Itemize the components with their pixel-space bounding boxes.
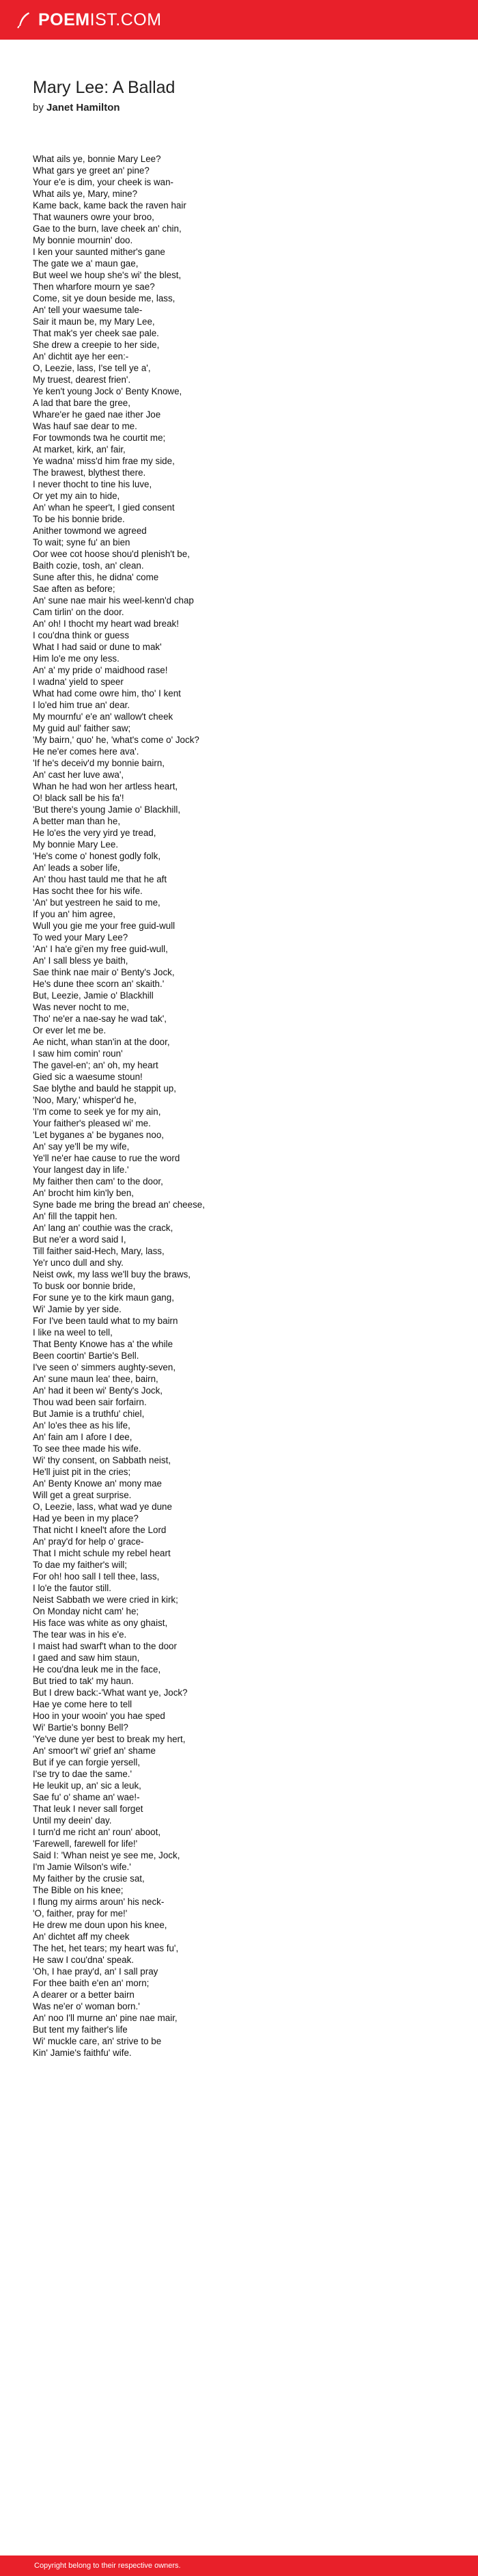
poem-line: An' a' my pride o' maidhood rase! bbox=[33, 665, 168, 675]
poem-line: On Monday nicht cam' he; bbox=[33, 1606, 139, 1616]
poem-line: What gars ye greet an' pine? bbox=[33, 165, 150, 176]
poem-line: 'Ye've dune yer best to break my hert, bbox=[33, 1734, 186, 1744]
poem-line: To wait; syne fu' an bien bbox=[33, 537, 130, 547]
poem-line: An' Benty Knowe an' mony mae bbox=[33, 1478, 162, 1489]
poem-line: Cam tirlin' on the door. bbox=[33, 607, 124, 617]
poem-line: To be his bonnie bride. bbox=[33, 514, 125, 524]
poem-line: What ails ye, Mary, mine? bbox=[33, 189, 138, 199]
poem-line: I turn'd me richt an' roun' aboot, bbox=[33, 1827, 161, 1837]
poem-line: To busk oor bonnie bride, bbox=[33, 1281, 136, 1291]
poem-line: Or yet my ain to hide, bbox=[33, 491, 120, 501]
poem-line: Kame back, kame back the raven hair bbox=[33, 200, 186, 211]
poem-line: An' thou hast tauld me that he aft bbox=[33, 874, 167, 884]
poem-line: An' oh! I thocht my heart wad break! bbox=[33, 619, 179, 629]
site-logo[interactable] bbox=[15, 10, 162, 30]
poem-line: To see thee made his wife. bbox=[33, 1443, 141, 1454]
poem-line: Hae ye come here to tell bbox=[33, 1699, 132, 1709]
poem-line: His face was white as ony ghaist, bbox=[33, 1618, 168, 1628]
poem-line: 'An' I ha'e gi'en my free guid-wull, bbox=[33, 944, 168, 954]
poem-container bbox=[33, 68, 456, 2059]
poem-line: A better man than he, bbox=[33, 816, 121, 826]
poem-line: That leuk I never sall forget bbox=[33, 1804, 143, 1814]
poem-line: 'Let byganes a' be byganes noo, bbox=[33, 1130, 164, 1140]
poem-line: For oh! hoo sall I tell thee, lass, bbox=[33, 1571, 160, 1582]
poem-line: Him lo'e me ony less. bbox=[33, 653, 120, 664]
poem-line: Ye'r unco dull and shy. bbox=[33, 1258, 124, 1268]
site-header bbox=[0, 0, 478, 40]
poem-line: An' dichtit aye her een:- bbox=[33, 351, 129, 362]
poem-line: Come, sit ye doun beside me, lass, bbox=[33, 293, 175, 303]
poem-line: I'm Jamie Wilson's wife.' bbox=[33, 1862, 131, 1872]
poem-body bbox=[33, 153, 456, 2059]
poem-line: 'He's come o' honest godly folk, bbox=[33, 851, 161, 861]
poem-line: My truest, dearest frien'. bbox=[33, 375, 131, 385]
site-footer bbox=[0, 2555, 478, 2576]
poem-line: Your e'e is dim, your cheek is wan- bbox=[33, 177, 173, 187]
poem-line: An' noo I'll murne an' pine nae mair, bbox=[33, 2013, 178, 2023]
poem-line: Wi' Bartie's bonny Bell? bbox=[33, 1722, 128, 1733]
poem-line: An' tell your waesume tale- bbox=[33, 305, 143, 315]
poem-line: Was never nocht to me, bbox=[33, 1002, 129, 1012]
poem-line: Neist Sabbath we were cried in kirk; bbox=[33, 1595, 178, 1605]
copyright-text: Copyright belong to their respective owners. bbox=[34, 2562, 181, 2570]
poem-line: Sae think nae mair o' Benty's Jock, bbox=[33, 967, 175, 977]
poem-line: An' lang an' couthie was the crack, bbox=[33, 1223, 173, 1233]
poem-line: Will get a great surprise. bbox=[33, 1490, 132, 1500]
poem-line: I wadna' yield to speer bbox=[33, 677, 124, 687]
poem-line: The Bible on his knee; bbox=[33, 1885, 124, 1895]
poem-line: If you an' him agree, bbox=[33, 909, 115, 919]
poem-line: He cou'dna leuk me in the face, bbox=[33, 1664, 161, 1675]
poem-line: He lo'es the very yird ye tread, bbox=[33, 828, 156, 838]
poem-line: He drew me doun upon his knee, bbox=[33, 1920, 167, 1930]
poem-line: Oor wee cot hoose shou'd plenish't be, bbox=[33, 549, 190, 559]
poem-line: Then wharfore mourn ye sae? bbox=[33, 282, 155, 292]
poem-line: At market, kirk, an' fair, bbox=[33, 444, 126, 455]
poem-line: An' pray'd for help o' grace- bbox=[33, 1536, 144, 1547]
poem-line: I've seen o' simmers aughty-seven, bbox=[33, 1362, 176, 1372]
poem-line: My guid aul' faither saw; bbox=[33, 723, 131, 733]
poem-line: Wull you gie me your free guid-wull bbox=[33, 921, 175, 931]
poem-line: Ae nicht, whan stan'in at the door, bbox=[33, 1037, 170, 1047]
poem-line: 'Farewell, farewell for life!' bbox=[33, 1839, 138, 1849]
poem-line: My bonnie Mary Lee. bbox=[33, 839, 119, 850]
poem-line: Has socht thee for his wife. bbox=[33, 886, 143, 896]
poem-line: Gied sic a waesume stoun! bbox=[33, 1072, 143, 1082]
poem-line: He's dune thee scorn an' skaith.' bbox=[33, 979, 165, 989]
poem-line: I flung my airms aroun' his neck- bbox=[33, 1897, 165, 1907]
poem-line: 'An' but yestreen he said to me, bbox=[33, 897, 160, 908]
poem-title: Mary Lee: A Ballad bbox=[33, 78, 175, 97]
poem-line: He saw I cou'dna' speak. bbox=[33, 1955, 135, 1965]
poem-line: An' smoor't wi' grief an' shame bbox=[33, 1746, 156, 1756]
poem-line: I never thocht to tine his luve, bbox=[33, 479, 152, 489]
poem-line: A lad that bare the gree, bbox=[33, 398, 130, 408]
poem-line: Whare'er he gaed nae ither Joe bbox=[33, 409, 161, 420]
poem-line: But weel we houp she's wi' the blest, bbox=[33, 270, 182, 280]
poem-line: Was ne'er o' woman born.' bbox=[33, 2001, 140, 2011]
poem-line: The het, het tears; my heart was fu', bbox=[33, 1943, 179, 1953]
poem-line: An' cast her luve awa', bbox=[33, 770, 124, 780]
poem-line: 'I'm come to seek ye for my ain, bbox=[33, 1107, 161, 1117]
poem-line: For I've been tauld what to my bairn bbox=[33, 1316, 178, 1326]
poem-line: That mak's yer cheek sae pale. bbox=[33, 328, 159, 338]
poem-line: For sune ye to the kirk maun gang, bbox=[33, 1292, 174, 1303]
poem-line: 'Noo, Mary,' whisper'd he, bbox=[33, 1095, 137, 1105]
poem-line: Sae fu' o' shame an' wae!- bbox=[33, 1792, 140, 1802]
poem-line: Wi' Jamie by yer side. bbox=[33, 1304, 122, 1314]
poem-line: O, Leezie, lass, I'se tell ye a', bbox=[33, 363, 151, 373]
poem-line: An' sune maun lea' thee, bairn, bbox=[33, 1374, 158, 1384]
poem-line: I ken your saunted mither's gane bbox=[33, 247, 165, 257]
poem-line: 'O, faither, pray for me!' bbox=[33, 1908, 128, 1919]
logo-light-text: IST.COM bbox=[89, 10, 162, 29]
poem-line: Hoo in your wooin' you hae sped bbox=[33, 1711, 165, 1721]
poem-line: That Benty Knowe has a' the while bbox=[33, 1339, 173, 1349]
poem-line: Sair it maun be, my Mary Lee, bbox=[33, 316, 155, 327]
poem-line: Or ever let me be. bbox=[33, 1025, 107, 1035]
poem-line: Baith cozie, tosh, an' clean. bbox=[33, 560, 144, 571]
poem-line: Until my deein' day. bbox=[33, 1815, 112, 1826]
poem-line: O! black sall be his fa'! bbox=[33, 793, 124, 803]
poem-line: To wed your Mary Lee? bbox=[33, 932, 128, 943]
poem-line: An' whan he speer't, I gied consent bbox=[33, 502, 175, 513]
poem-line: Sune after this, he didna' come bbox=[33, 572, 159, 582]
poem-line: O, Leezie, lass, what wad ye dune bbox=[33, 1502, 172, 1512]
poem-line: But I drew back:-'What want ye, Jock? bbox=[33, 1687, 188, 1698]
byline bbox=[33, 102, 456, 113]
poem-line: An' lo'es thee as his life, bbox=[33, 1420, 130, 1431]
poem-line: An' fill the tappit hen. bbox=[33, 1211, 117, 1221]
poem-line: Syne bade me bring the bread an' cheese, bbox=[33, 1199, 205, 1210]
poem-line: 'But there's young Jamie o' Blackhill, bbox=[33, 804, 181, 815]
poem-line: I lo'e the fautor still. bbox=[33, 1583, 111, 1593]
poem-line: Your langest day in life.' bbox=[33, 1165, 129, 1175]
poem-line: Anither towmond we agreed bbox=[33, 526, 147, 536]
poem-line: That wauners owre your broo, bbox=[33, 212, 154, 222]
poem-line: But if ye can forgie yersell, bbox=[33, 1757, 141, 1767]
poem-line: 'Oh, I hae pray'd, an' I sall pray bbox=[33, 1966, 158, 1977]
poem-line: Whan he had won her artless heart, bbox=[33, 781, 178, 791]
poem-line: My faither by the crusie sat, bbox=[33, 1873, 145, 1884]
poem-line: But Jamie is a truthfu' chiel, bbox=[33, 1409, 145, 1419]
poem-line: Sae blythe and bauld he stappit up, bbox=[33, 1083, 176, 1094]
poem-line: He leukit up, an' sic a leuk, bbox=[33, 1780, 141, 1791]
poem-line: I lo'ed him true an' dear. bbox=[33, 700, 130, 710]
logo-text bbox=[38, 10, 162, 30]
poem-line: An' fain am I afore I dee, bbox=[33, 1432, 132, 1442]
poem-line: But tent my faither's life bbox=[33, 2024, 128, 2035]
poem-line: I like na weel to tell, bbox=[33, 1327, 113, 1338]
poem-line: Was hauf sae dear to me. bbox=[33, 421, 137, 431]
poem-line: My mournfu' e'e an' wallow't cheek bbox=[33, 711, 173, 722]
poem-line: That I micht schule my rebel heart bbox=[33, 1548, 171, 1558]
poem-line: But, Leezie, Jamie o' Blackhill bbox=[33, 990, 154, 1001]
poem-line: Had ye been in my place? bbox=[33, 1513, 139, 1523]
by-label: by bbox=[33, 102, 44, 113]
poem-line: The brawest, blythest there. bbox=[33, 467, 146, 478]
poem-line: To dae my faither's will; bbox=[33, 1560, 127, 1570]
poem-line: Been coortin' Bartie's Bell. bbox=[33, 1351, 139, 1361]
poem-line: An' brocht him kin'ly ben, bbox=[33, 1188, 135, 1198]
poem-line: Wi' thy consent, on Sabbath neist, bbox=[33, 1455, 171, 1465]
poem-line: An' say ye'll be my wife, bbox=[33, 1141, 130, 1152]
poem-line: Tho' ne'er a nae-say he wad tak', bbox=[33, 1014, 167, 1024]
poem-line: 'If he's deceiv'd my bonnie bairn, bbox=[33, 758, 165, 768]
poem-line: Ye ken't young Jock o' Benty Knowe, bbox=[33, 386, 182, 396]
poem-line: My bonnie mournin' doo. bbox=[33, 235, 133, 245]
poem-line: Sae aften as before; bbox=[33, 584, 115, 594]
poem-line: What had come owre him, tho' I kent bbox=[33, 688, 181, 699]
poem-line: A dearer or a better bairn bbox=[33, 1990, 135, 2000]
poem-line: Ye wadna' miss'd him frae my side, bbox=[33, 456, 175, 466]
poem-line: The gavel-en'; an' oh, my heart bbox=[33, 1060, 158, 1070]
poem-line: I saw him comin' roun' bbox=[33, 1048, 123, 1059]
poem-line: I'se try to dae the same.' bbox=[33, 1769, 132, 1779]
poem-line: Said I: 'Whan neist ye see me, Jock, bbox=[33, 1850, 180, 1860]
poem-line: My faither then cam' to the door, bbox=[33, 1176, 163, 1187]
poem-line: 'My bairn,' quo' he, 'what's come o' Jock? bbox=[33, 735, 199, 745]
poem-line: But ne'er a word said I, bbox=[33, 1234, 126, 1245]
poem-line: For towmonds twa he courtit me; bbox=[33, 433, 166, 443]
poem-line: An' I sall bless ye baith, bbox=[33, 955, 128, 966]
author-link[interactable]: Janet Hamilton bbox=[46, 102, 120, 113]
poem-line: An' dichtet aff my cheek bbox=[33, 1931, 130, 1942]
poem-line: But tried to tak' my haun. bbox=[33, 1676, 134, 1686]
poem-line: Kin' Jamie's faithfu' wife. bbox=[33, 2048, 132, 2058]
poem-line: An' leads a sober life, bbox=[33, 863, 120, 873]
poem-line: An' had it been wi' Benty's Jock, bbox=[33, 1385, 163, 1396]
poem-line: He'll juist pit in the cries; bbox=[33, 1467, 131, 1477]
poem-line: Gae to the burn, lave cheek an' chin, bbox=[33, 223, 182, 234]
poem-line: Ye'll ne'er hae cause to rue the word bbox=[33, 1153, 180, 1163]
poem-line: I cou'dna think or guess bbox=[33, 630, 130, 640]
poem-line: That nicht I kneel't afore the Lord bbox=[33, 1525, 167, 1535]
poem-line: What ails ye, bonnie Mary Lee? bbox=[33, 154, 161, 164]
poem-line: For thee baith e'en an' morn; bbox=[33, 1978, 150, 1988]
poem-line: Till faither said-Hech, Mary, lass, bbox=[33, 1246, 165, 1256]
poem-line: An' sune nae mair his weel-kenn'd chap bbox=[33, 595, 194, 606]
poem-line: The tear was in his e'e. bbox=[33, 1629, 127, 1640]
quill-icon bbox=[15, 11, 33, 29]
poem-line: I maist had swarf't whan to the door bbox=[33, 1641, 177, 1651]
poem-line: Your faither's pleased wi' me. bbox=[33, 1118, 151, 1128]
poem-line: She drew a creepie to her side, bbox=[33, 340, 160, 350]
poem-line: Neist owk, my lass we'll buy the braws, bbox=[33, 1269, 191, 1279]
poem-line: Wi' muckle care, an' strive to be bbox=[33, 2036, 162, 2046]
poem-line: Thou wad been sair forfairn. bbox=[33, 1397, 147, 1407]
logo-bold-text: POEM bbox=[38, 10, 90, 29]
poem-line: The gate we a' maun gae, bbox=[33, 258, 139, 269]
poem-line: I gaed and saw him staun, bbox=[33, 1653, 140, 1663]
poem-line: He ne'er comes here ava'. bbox=[33, 746, 139, 757]
poem-line: What I had said or dune to mak' bbox=[33, 642, 162, 652]
